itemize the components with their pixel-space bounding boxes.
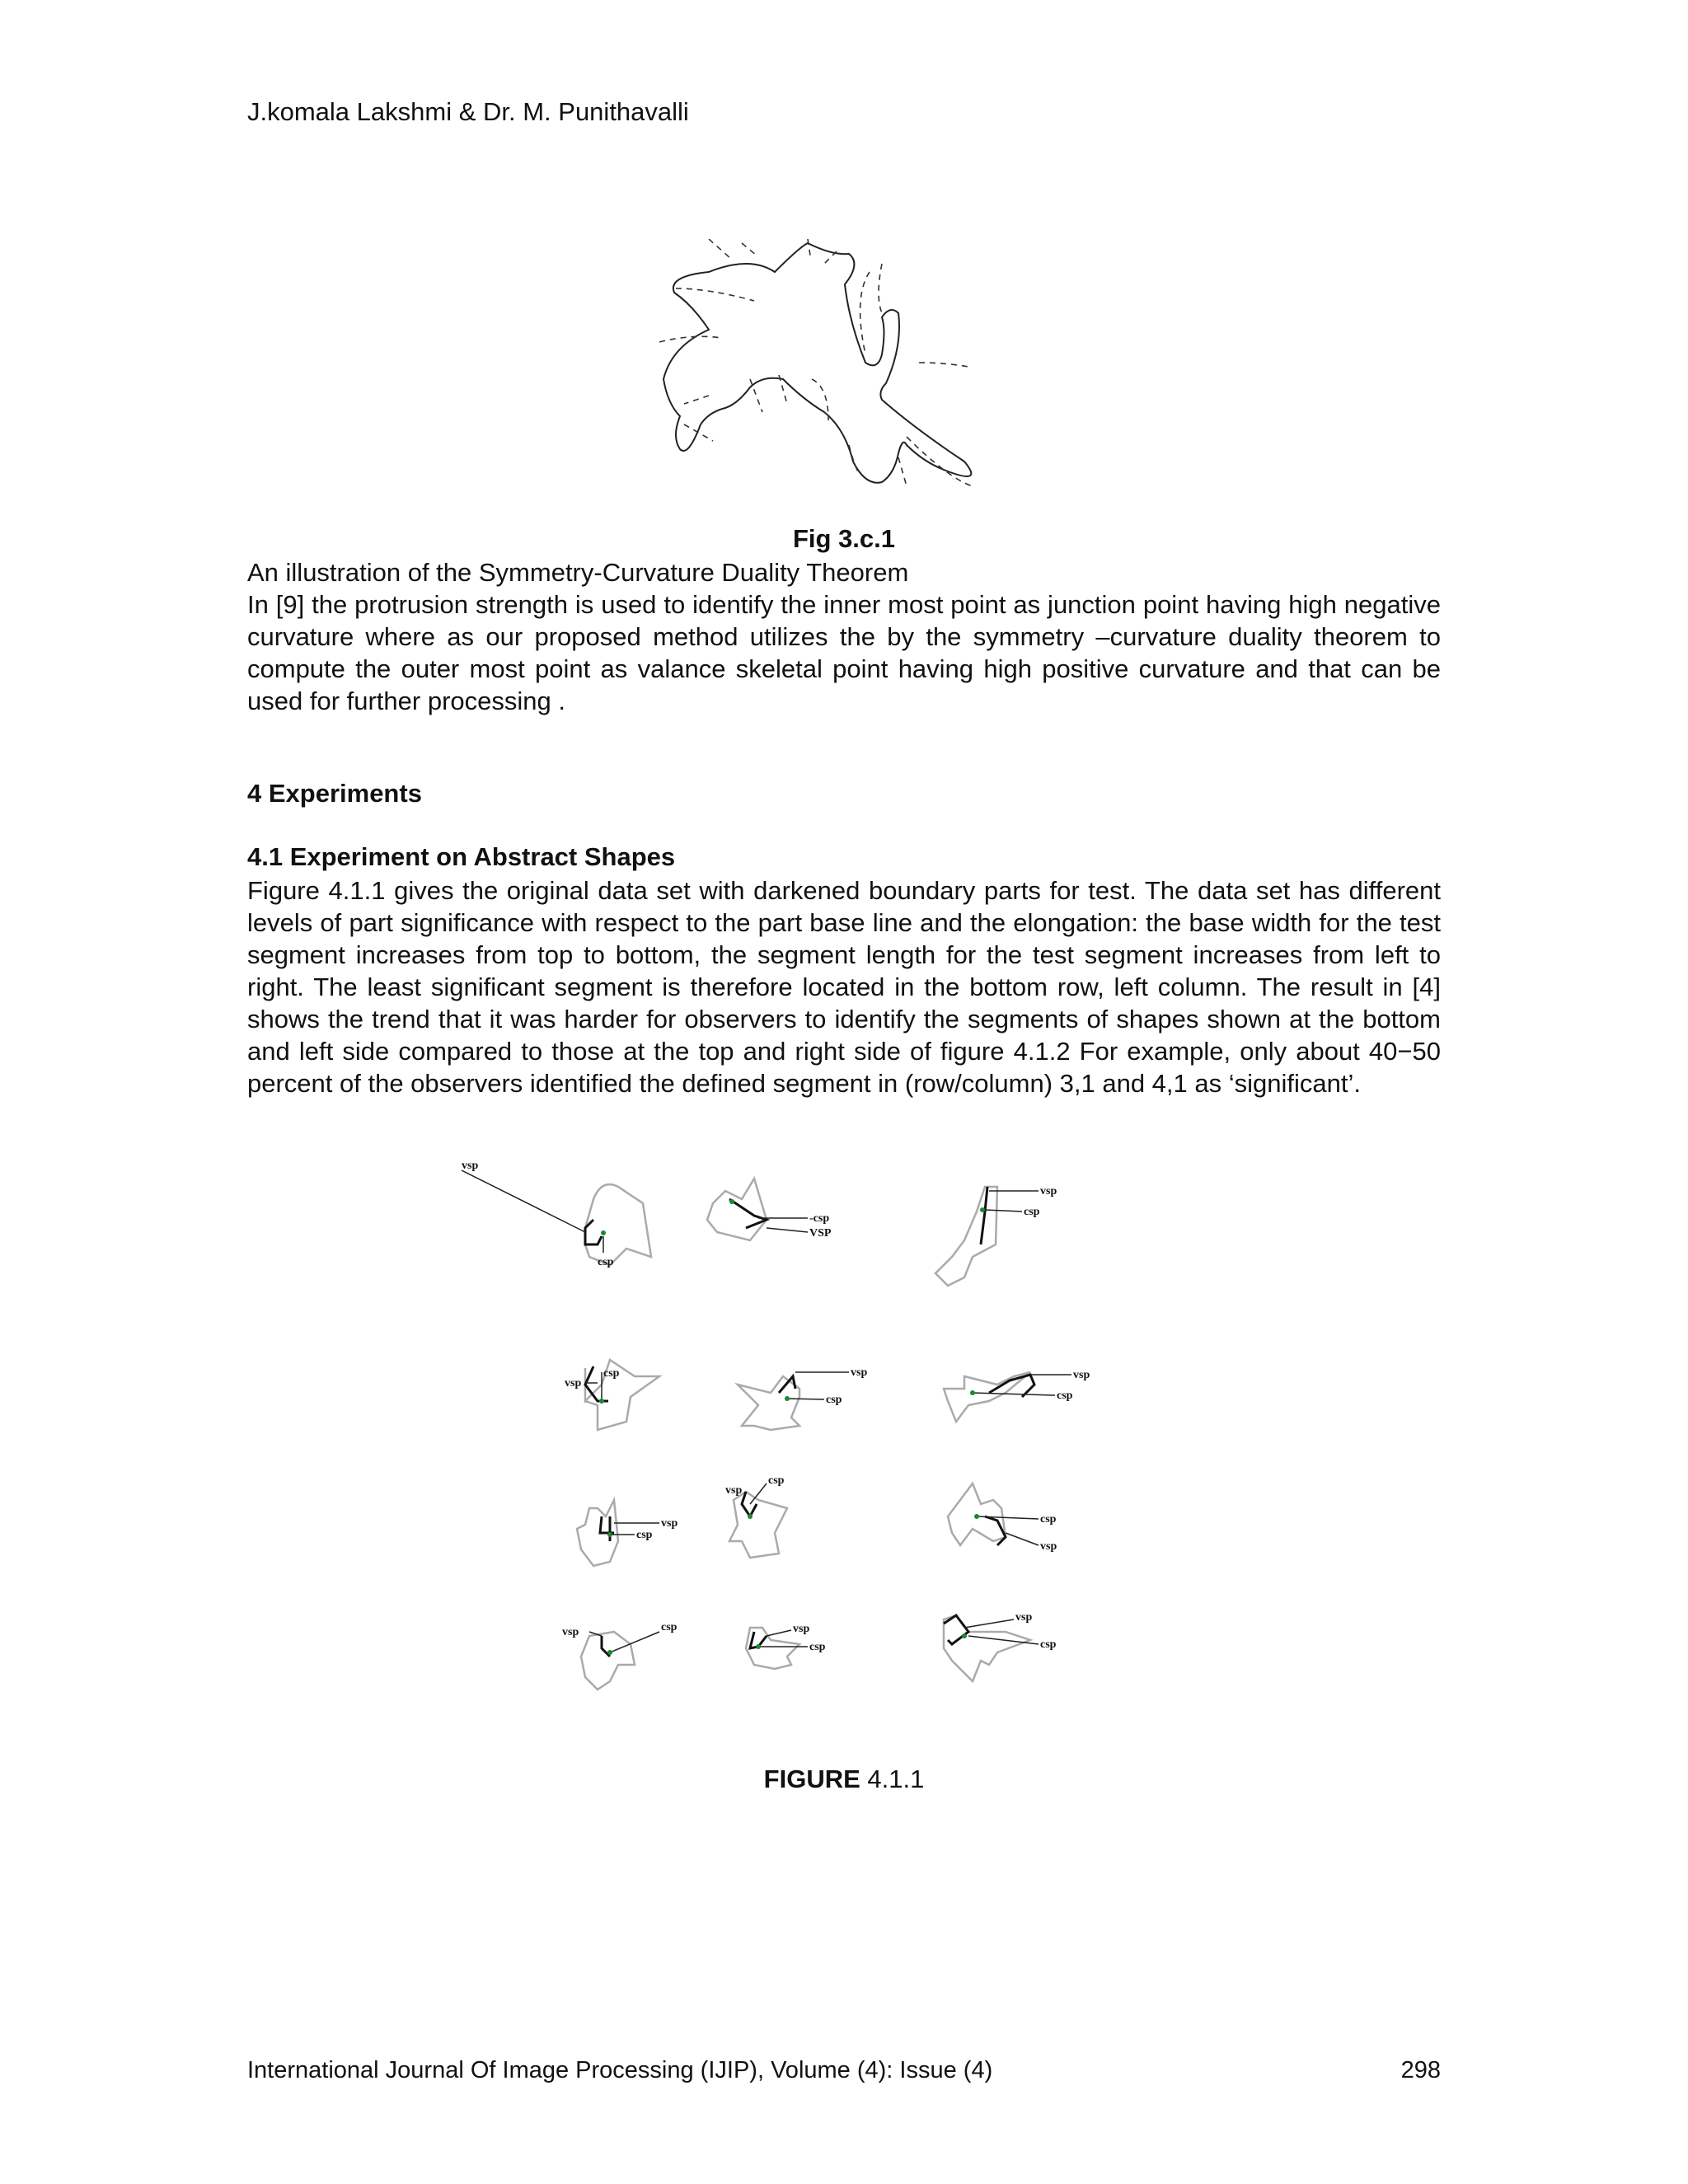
label-r4c3-vsp: vsp <box>1015 1611 1033 1624</box>
shape-outline <box>663 243 971 483</box>
label-r3c2-csp: csp <box>768 1474 785 1487</box>
section4-paragraph: Figure 4.1.1 gives the original data set with darkened boundary parts for test. The data set has different levels of part significance with respect to the part base line and the elongation: the base width for the test segment increases from top to bottom, the segment length for the test segment increases from left to right. The least significant segment is therefore located in the bottom row, left column. The result in [4] shows the trend that it was harder for observers to identify the segments of shapes shown at the bottom and left side compared to those at the top and right side of figure 4.1.2 For example, only about 40−50 percent of the observers identified the defined segment in (row/column) 3,1 and 4,1 as ‘significant’. <box>247 876 1441 1098</box>
section-heading: 4 Experiments <box>247 779 422 808</box>
label-r4c3-csp: csp <box>1040 1638 1057 1651</box>
figure-3c1-description: An illustration of the Symmetry-Curvature Duality Theorem <box>247 558 909 587</box>
label-r1c3-vsp: vsp <box>1040 1185 1057 1197</box>
abstract-shapes-figure <box>462 1154 1203 1731</box>
label-r4c2-csp: csp <box>809 1641 826 1653</box>
label-r2c1-vsp: vsp <box>565 1377 582 1390</box>
label-r3c1-csp: csp <box>636 1529 653 1541</box>
shape-r3c2 <box>729 1492 787 1558</box>
shape-r2c3 <box>944 1372 1030 1422</box>
figure-411-caption-bold: FIGURE <box>763 1765 860 1793</box>
symmetry-curvature-figure <box>659 239 1047 511</box>
label-r3c1-vsp: vsp <box>661 1517 678 1530</box>
label-r2c2-csp: csp <box>826 1394 842 1406</box>
running-header: J.komala Lakshmi & Dr. M. Punithavalli <box>247 97 689 126</box>
shape-r2c1 <box>585 1360 659 1430</box>
label-r4c2-vsp: vsp <box>793 1623 810 1635</box>
shape-r1c3 <box>935 1187 997 1286</box>
label-r3c2-vsp: vsp <box>725 1484 743 1497</box>
shape-r4c1 <box>581 1632 635 1690</box>
figure-411-caption <box>247 1765 1441 1794</box>
label-r1c2-csp: -csp <box>809 1212 830 1225</box>
label-r2c2-vsp: vsp <box>851 1366 868 1379</box>
symmetry-axes <box>659 239 973 486</box>
shape-r1c2 <box>707 1179 767 1240</box>
label-r2c1-csp: csp <box>603 1367 620 1380</box>
label-r4c1-csp: csp <box>661 1621 678 1633</box>
shape-r4c3 <box>944 1615 1030 1681</box>
label-r3c3-csp: csp <box>1040 1513 1057 1526</box>
subsection-heading: 4.1 Experiment on Abstract Shapes <box>247 842 676 871</box>
figure-411-caption-number: 4.1.1 <box>860 1765 925 1793</box>
label-r2c3-vsp: vsp <box>1073 1369 1090 1381</box>
label-r3c3-vsp: vsp <box>1040 1540 1057 1553</box>
label-r1c1-vsp: vsp <box>462 1160 479 1172</box>
label-r2c3-csp: csp <box>1057 1390 1073 1402</box>
journal-footer: International Journal Of Image Processing (IJIP), Volume (4): Issue (4) <box>247 2057 993 2083</box>
label-r1c2-vsp: VSP <box>809 1227 832 1240</box>
darkened-segments <box>585 1187 1034 1657</box>
figure-3c1-caption: Fig 3.c.1 <box>792 524 896 553</box>
label-r4c1-vsp: vsp <box>562 1626 579 1638</box>
page-number: 298 <box>1400 2057 1441 2083</box>
shape-r1c1 <box>585 1184 651 1265</box>
label-r1c3-csp: csp <box>1024 1206 1040 1218</box>
section3-paragraph: In [9] the protrusion strength is used to identify the inner most point as junction point having high negative curvature where as our proposed method utilizes the by the symmetry –curvature duality theorem to compute the outer most point as valance skeletal point having high positive curvature and that can be used for further processing . <box>247 590 1441 715</box>
label-r1c1-csp: csp <box>598 1256 614 1268</box>
shape-r2c2 <box>738 1376 799 1430</box>
